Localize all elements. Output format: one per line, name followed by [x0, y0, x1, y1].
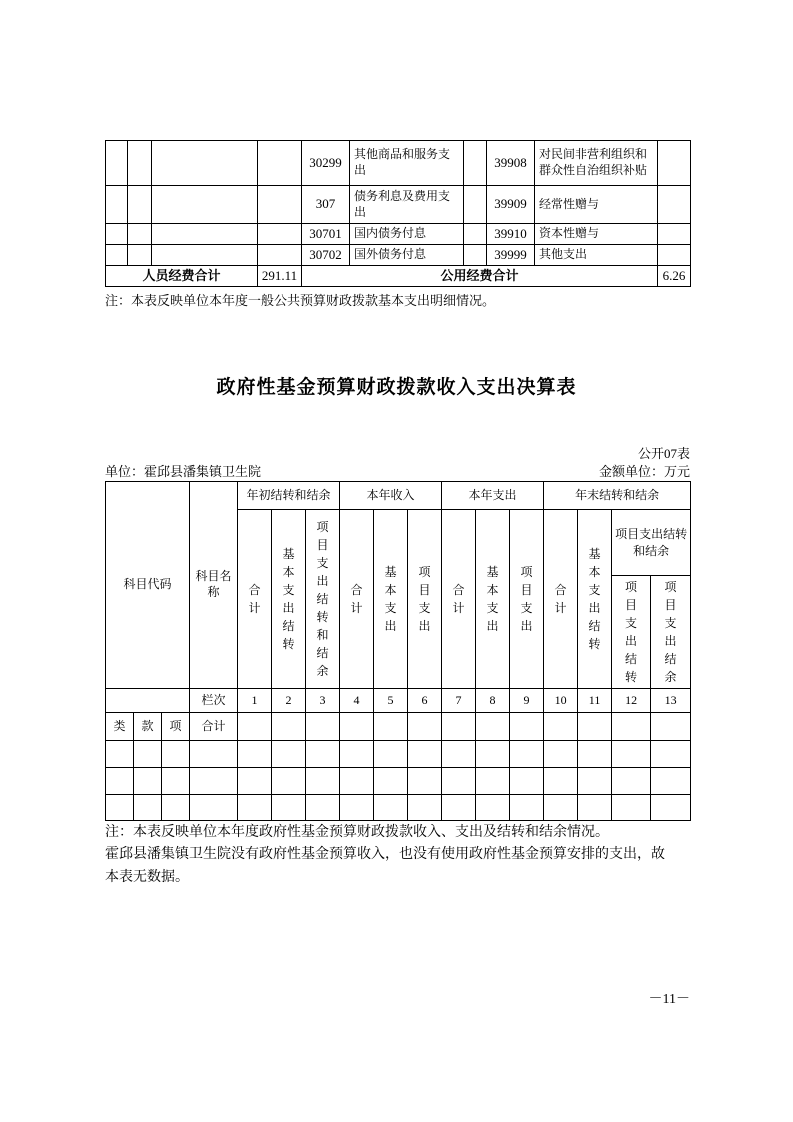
- empty-cell: [510, 795, 544, 821]
- empty-cell: [544, 795, 578, 821]
- empty-cell: [442, 713, 476, 741]
- empty-cell: [408, 768, 442, 795]
- empty-cell: [128, 224, 152, 245]
- empty-cell: [134, 741, 162, 768]
- empty-cell: [162, 795, 190, 821]
- subject-code: 39999: [487, 245, 535, 266]
- empty-cell: [510, 741, 544, 768]
- col-header-label: 合计: [554, 583, 567, 615]
- empty-cell: [340, 768, 374, 795]
- empty-cell: [340, 741, 374, 768]
- col-header-label: 合计: [350, 583, 363, 615]
- column-index: 11: [578, 689, 612, 713]
- amount-unit-label: 金额单位：万元: [598, 464, 690, 479]
- public-total-label: 公用经费合计: [302, 266, 658, 287]
- empty-cell: [612, 713, 651, 741]
- empty-cell: [238, 713, 272, 741]
- fund-budget-table: [105, 481, 691, 821]
- empty-cell: [510, 768, 544, 795]
- empty-cell: [374, 713, 408, 741]
- empty-cell: [152, 245, 258, 266]
- subject-name: 债务利息及费用支出: [350, 186, 464, 224]
- empty-cell: [134, 768, 162, 795]
- empty-cell: [651, 741, 691, 768]
- empty-cell: [651, 768, 691, 795]
- table-row: [106, 224, 691, 245]
- col-header: [340, 510, 374, 689]
- empty-cell: [134, 795, 162, 821]
- empty-cell: [306, 741, 340, 768]
- column-index: 8: [476, 689, 510, 713]
- subject-code: 307: [302, 186, 350, 224]
- empty-cell: [306, 768, 340, 795]
- personnel-total-label: 人员经费合计: [106, 266, 258, 287]
- column-index: 3: [306, 689, 340, 713]
- empty-cell: [258, 245, 302, 266]
- col-header: [544, 510, 578, 689]
- empty-cell: [544, 768, 578, 795]
- col-header: [408, 510, 442, 689]
- empty-cell: [374, 768, 408, 795]
- group-header-income: 本年收入: [340, 482, 442, 510]
- column-index: 13: [651, 689, 691, 713]
- column-index-row: [106, 689, 691, 713]
- column-index-label: 栏次: [190, 689, 238, 713]
- empty-cell: [464, 224, 487, 245]
- subject-name: 经常性赠与: [535, 186, 658, 224]
- subgroup-header: 项目支出结转和结余: [612, 510, 691, 576]
- subject-name: 其他商品和服务支出: [350, 141, 464, 186]
- code-sub-header-lei: 类: [106, 713, 134, 741]
- col-header: [306, 510, 340, 689]
- empty-cell: [476, 795, 510, 821]
- empty-cell: [578, 713, 612, 741]
- empty-cell: [106, 768, 134, 795]
- col-header-label: 项目支出结转和结余: [316, 520, 329, 678]
- col-header: [442, 510, 476, 689]
- basic-expenditure-table: [105, 140, 691, 287]
- subject-name: 国内债务付息: [350, 224, 464, 245]
- empty-data-row: [106, 768, 691, 795]
- empty-cell: [128, 186, 152, 224]
- empty-cell: [190, 768, 238, 795]
- empty-cell: [306, 713, 340, 741]
- column-index: 9: [510, 689, 544, 713]
- col-header: [612, 576, 651, 689]
- code-sub-header-kuan: 款: [134, 713, 162, 741]
- header-row-groups: [106, 482, 691, 510]
- col-header-label: 合计: [452, 583, 465, 615]
- empty-cell: [272, 741, 306, 768]
- col-header: [510, 510, 544, 689]
- empty-cell: [238, 741, 272, 768]
- empty-cell: [162, 768, 190, 795]
- col-header-label: 基本支出: [384, 565, 397, 633]
- empty-cell: [464, 186, 487, 224]
- empty-cell: [190, 795, 238, 821]
- empty-cell: [190, 741, 238, 768]
- table-number-label: 公开07表: [637, 446, 690, 461]
- empty-cell: [128, 141, 152, 186]
- empty-cell: [106, 224, 128, 245]
- empty-cell: [544, 741, 578, 768]
- empty-data-row: [106, 741, 691, 768]
- personnel-total-value: 291.11: [258, 266, 302, 287]
- empty-cell: [658, 141, 691, 186]
- empty-cell: [476, 741, 510, 768]
- empty-cell: [658, 186, 691, 224]
- group-header-expense: 本年支出: [442, 482, 544, 510]
- col-header-label: 项目支出结转: [625, 580, 638, 684]
- empty-cell: [612, 741, 651, 768]
- col-header: [272, 510, 306, 689]
- code-sub-header-xiang: 项: [162, 713, 190, 741]
- empty-cell: [442, 795, 476, 821]
- empty-cell: [612, 795, 651, 821]
- unit-label: 单位：霍邱县潘集镇卫生院: [105, 464, 262, 479]
- empty-cell: [340, 713, 374, 741]
- section-title: 政府性基金预算财政拨款收入支出决算表: [216, 377, 577, 398]
- empty-data-row: [106, 795, 691, 821]
- col-header-label: 基本支出结转: [588, 547, 601, 651]
- empty-cell: [464, 245, 487, 266]
- subject-code: 39908: [487, 141, 535, 186]
- table-row: [106, 186, 691, 224]
- empty-cell: [106, 245, 128, 266]
- totals-row: [106, 266, 691, 287]
- public-total-value: 6.26: [658, 266, 691, 287]
- empty-cell: [272, 795, 306, 821]
- subject-name: 国外债务付息: [350, 245, 464, 266]
- empty-cell: [106, 141, 128, 186]
- empty-cell: [152, 224, 258, 245]
- col-header-label: 合计: [248, 583, 261, 615]
- column-index: 6: [408, 689, 442, 713]
- subject-code: 30702: [302, 245, 350, 266]
- total-row-label: 合计: [190, 713, 238, 741]
- empty-cell: [238, 795, 272, 821]
- subject-name: 其他支出: [535, 245, 658, 266]
- column-index: 4: [340, 689, 374, 713]
- group-header-year-end: 年末结转和结余: [544, 482, 691, 510]
- col-header: [578, 510, 612, 689]
- total-row: [106, 713, 691, 741]
- empty-cell: [106, 741, 134, 768]
- col-header: [238, 510, 272, 689]
- table-row: [106, 245, 691, 266]
- empty-cell: [306, 795, 340, 821]
- col-header-label: 项目支出结余: [664, 580, 677, 684]
- empty-cell: [152, 186, 258, 224]
- page-number: －11－: [648, 992, 690, 1007]
- empty-cell: [612, 768, 651, 795]
- col-header-label: 基本支出结转: [282, 547, 295, 651]
- subject-code: 30299: [302, 141, 350, 186]
- empty-cell: [272, 713, 306, 741]
- empty-cell: [152, 141, 258, 186]
- group-header-year-begin: 年初结转和结余: [238, 482, 340, 510]
- empty-cell: [238, 768, 272, 795]
- column-index: 10: [544, 689, 578, 713]
- subject-code: 39909: [487, 186, 535, 224]
- empty-cell: [408, 795, 442, 821]
- empty-cell: [162, 741, 190, 768]
- empty-cell: [544, 713, 578, 741]
- empty-cell: [258, 224, 302, 245]
- empty-cell: [658, 224, 691, 245]
- empty-cell: [651, 795, 691, 821]
- col-header-label: 项目支出: [418, 565, 431, 633]
- col-header: [374, 510, 408, 689]
- empty-cell: [374, 795, 408, 821]
- empty-cell: [578, 741, 612, 768]
- empty-cell: [272, 768, 306, 795]
- empty-cell: [658, 245, 691, 266]
- empty-cell: [510, 713, 544, 741]
- column-index: 2: [272, 689, 306, 713]
- column-index: 7: [442, 689, 476, 713]
- empty-cell: [374, 741, 408, 768]
- col-header-label: 基本支出: [486, 565, 499, 633]
- subject-code-header: 科目代码: [106, 482, 190, 689]
- column-index: 1: [238, 689, 272, 713]
- basic-table-note: 注：本表反映单位本年度一般公共预算财政拨款基本支出明细情况。: [105, 293, 496, 308]
- column-index: 5: [374, 689, 408, 713]
- empty-cell: [106, 689, 190, 713]
- empty-cell: [128, 245, 152, 266]
- empty-cell: [476, 768, 510, 795]
- fund-table-note-1: 注：本表反映单位本年度政府性基金预算财政拨款收入、支出及结转和结余情况。: [105, 825, 609, 840]
- empty-cell: [408, 741, 442, 768]
- subject-name: 资本性赠与: [535, 224, 658, 245]
- empty-cell: [340, 795, 374, 821]
- empty-cell: [476, 713, 510, 741]
- col-header: [476, 510, 510, 689]
- empty-cell: [106, 186, 128, 224]
- subject-name-header: 科目名称: [190, 482, 238, 689]
- empty-cell: [258, 186, 302, 224]
- empty-cell: [442, 768, 476, 795]
- empty-cell: [258, 141, 302, 186]
- empty-cell: [408, 713, 442, 741]
- empty-cell: [106, 795, 134, 821]
- fund-table-note-2: 霍邱县潘集镇卫生院没有政府性基金预算收入，也没有使用政府性基金预算安排的支出，故本表无数据。: [105, 847, 665, 885]
- fund-table-notes: [105, 822, 675, 889]
- subject-code: 39910: [487, 224, 535, 245]
- col-header-label: 项目支出: [520, 565, 533, 633]
- column-index: 12: [612, 689, 651, 713]
- table-row: [106, 141, 691, 186]
- empty-cell: [578, 768, 612, 795]
- empty-cell: [578, 795, 612, 821]
- empty-cell: [464, 141, 487, 186]
- empty-cell: [651, 713, 691, 741]
- col-header: [651, 576, 691, 689]
- subject-code: 30701: [302, 224, 350, 245]
- unit-row: [105, 461, 690, 480]
- subject-name: 对民间非营利组织和群众性自治组织补贴: [535, 141, 658, 186]
- empty-cell: [442, 741, 476, 768]
